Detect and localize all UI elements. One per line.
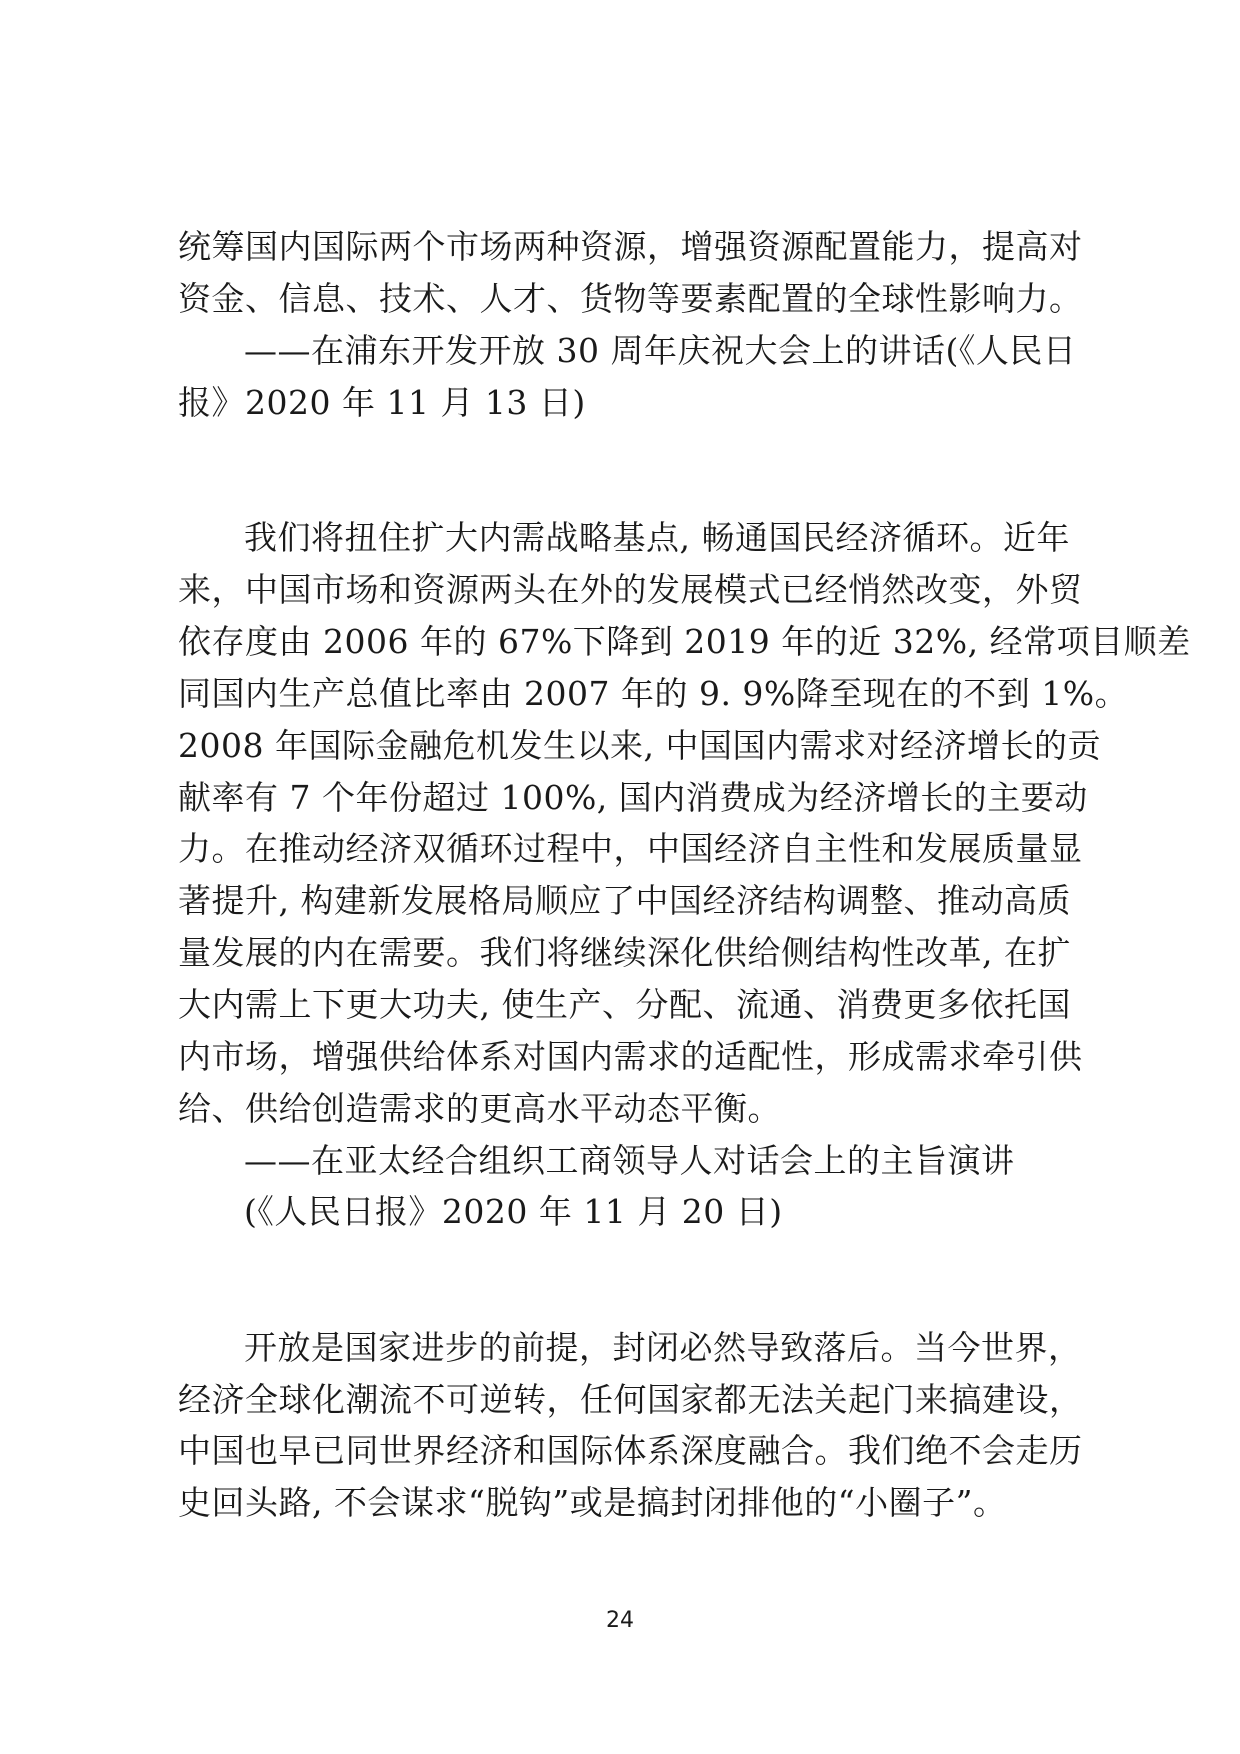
paragraph-line: 大内需上下更大功夫, 使生产、分配、流通、消费更多依托国 <box>178 985 1071 1024</box>
paragraph-line: 同国内生产总值比率由 2007 年的 9. 9%降至现在的不到 1%。 <box>178 674 1129 713</box>
paragraph-line: 给、供给创造需求的更高水平动态平衡。 <box>178 1089 781 1128</box>
page-number: 24 <box>606 1608 634 1633</box>
attribution-line: ——在亚太经合组织工商领导人对话会上的主旨演讲 <box>244 1141 1015 1180</box>
attribution-line: 报》2020 年 11 月 13 日) <box>178 383 586 422</box>
paragraph-line: 史回头路, 不会谋求“脱钩”或是搞封闭排他的“小圈子”。 <box>178 1483 1007 1522</box>
paragraph-line: 来，中国市场和资源两头在外的发展模式已经悄然改变，外贸 <box>178 570 1083 609</box>
paragraph-line: 开放是国家进步的前提，封闭必然导致落后。当今世界， <box>244 1328 1082 1367</box>
paragraph-line: 中国也早已同世界经济和国际体系深度融合。我们绝不会走历 <box>178 1431 1083 1470</box>
paragraph-line: 依存度由 2006 年的 67%下降到 2019 年的近 32%, 经常项目顺差 <box>178 622 1191 661</box>
paragraph-line: 我们将扭住扩大内需战略基点, 畅通国民经济循环。近年 <box>244 518 1070 557</box>
paragraph-line: 统筹国内国际两个市场两种资源，增强资源配置能力，提高对 <box>178 227 1083 266</box>
paragraph-line: 著提升, 构建新发展格局顺应了中国经济结构调整、推动高质 <box>178 881 1071 920</box>
paragraph-line: 献率有 7 个年份超过 100%, 国内消费成为经济增长的主要动 <box>178 778 1088 817</box>
paragraph-line: 内市场，增强供给体系对国内需求的适配性，形成需求牵引供 <box>178 1037 1083 1076</box>
paragraph-line: 力。在推动经济双循环过程中，中国经济自主性和发展质量显 <box>178 829 1083 868</box>
paragraph-line: 2008 年国际金融危机发生以来, 中国国内需求对经济增长的贡 <box>178 726 1101 765</box>
attribution-line: (《人民日报》2020 年 11 月 20 日) <box>244 1192 783 1231</box>
paragraph-line: 经济全球化潮流不可逆转，任何国家都无法关起门来搞建设， <box>178 1380 1083 1419</box>
attribution-line: ——在浦东开发开放 30 周年庆祝大会上的讲话(《人民日 <box>244 331 1077 370</box>
paragraph-line: 量发展的内在需要。我们将继续深化供给侧结构性改革, 在扩 <box>178 933 1071 972</box>
paragraph-line: 资金、信息、技术、人才、货物等要素配置的全球性影响力。 <box>178 279 1083 318</box>
